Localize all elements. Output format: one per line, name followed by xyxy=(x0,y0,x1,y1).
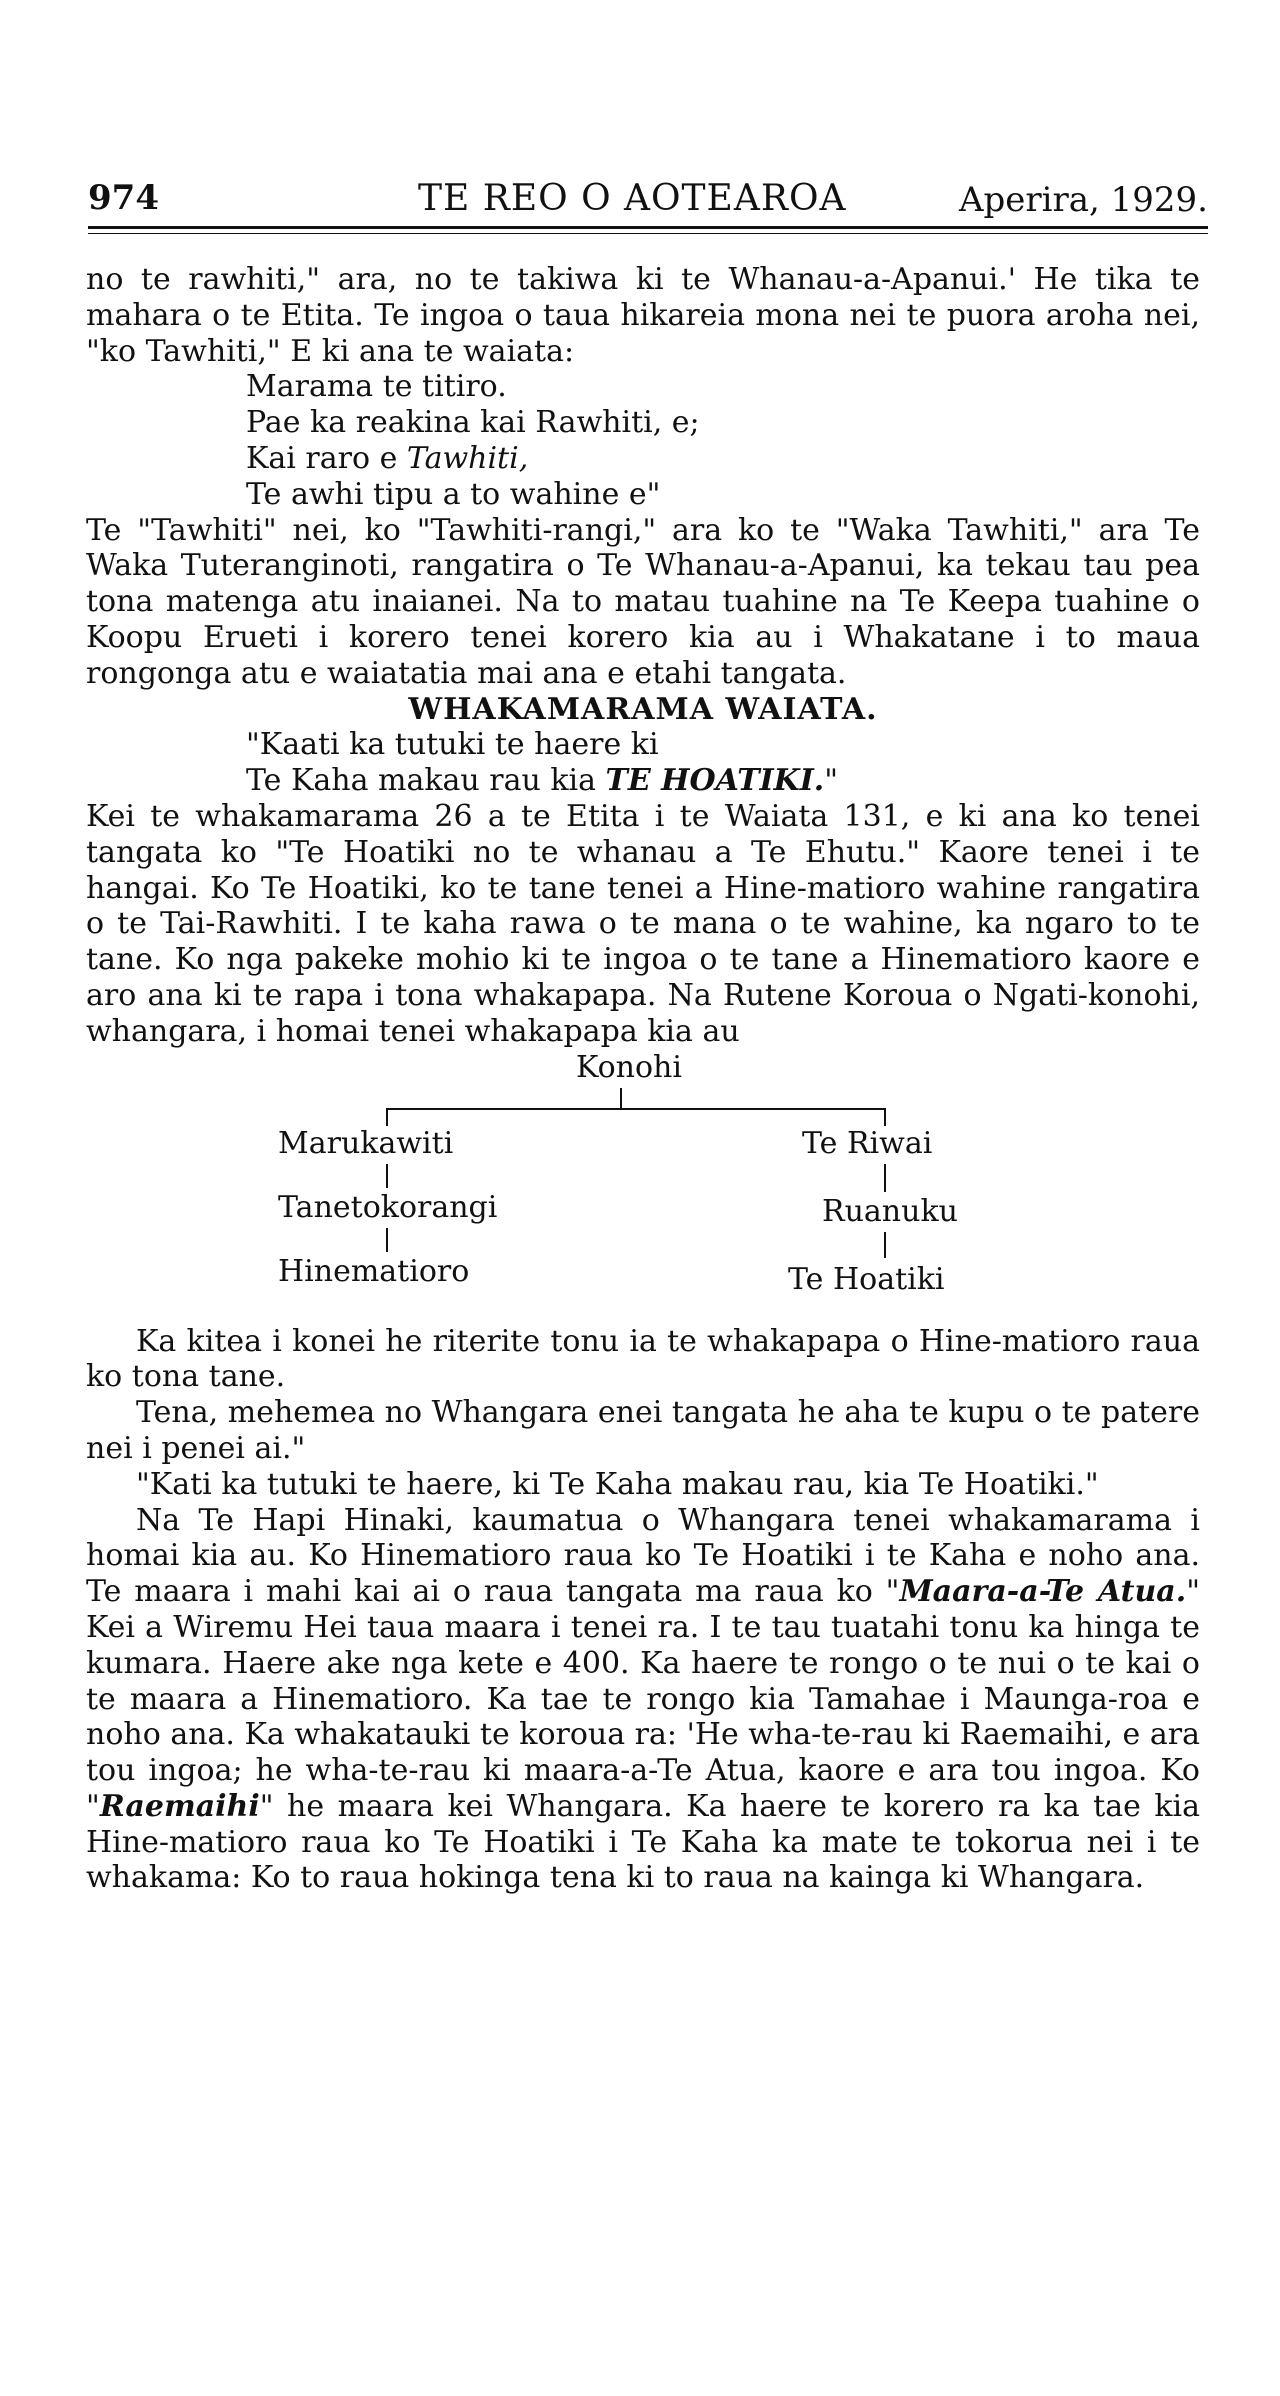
verse-line xyxy=(86,441,1200,477)
verse-text: Te Kaha makau rau kia xyxy=(246,763,606,799)
paragraph-text: Na Te Hapi Hinaki, kaumatua o Whangara tenei whakamarama i homai kia au. Ko Hinematioro raua ko Te Hoatiki i te Kaha e noho ana. Te maara i mahi kai ai o raua tangata ma raua ko " xyxy=(86,1502,1200,1610)
tree-connector xyxy=(620,1088,622,1108)
verse-line: Pae ka reakina kai Rawhiti, e; xyxy=(246,405,700,441)
genealogy-right-1: Te Riwai xyxy=(802,1125,933,1161)
paragraph-5: Tena, mehemea no Whangara enei tangata he aha te kupu o te patere nei i penei ai." xyxy=(86,1395,1200,1466)
genealogy-right-3: Te Hoatiki xyxy=(788,1261,945,1297)
tree-connector xyxy=(386,1164,388,1188)
italic-text: Maara-a-Te Atua. xyxy=(899,1574,1187,1610)
paragraph-4: Ka kitea i konei he riterite tonu ia te whakapapa o Hine-matioro raua ko tona tane. xyxy=(86,1323,1200,1395)
paragraph-3: Kei te whakamarama 26 a te Etita i te Waiata 131, e ki ana ko tenei tangata ko "Te Hoatiki no te whanau a Te Ehutu." Kaore tenei i te hangai. Ko Te Hoatiki, ko te tane tenei a Hine-matioro wahine rangatira o te Tai-Rawhiti. I te kaha rawa o te mana o te wahine, ka ngaro to te tane. Ko nga pakeke mohio ki te ingoa o te tane a Hinematioro kaore e aro ana ki te rapa i tona whakapapa. Na Rutene Koroua o Ngati-konohi, whangara, i homai tenei whakapapa kia au xyxy=(86,798,1200,1049)
journal-title: TE REO O AOTEAROA xyxy=(418,178,847,219)
verse-line xyxy=(86,763,1200,799)
tree-connector xyxy=(884,1108,886,1126)
genealogy-left-3: Hinematioro xyxy=(278,1253,470,1289)
verse-line: Marama te titiro. xyxy=(246,369,507,405)
verse-text: Kai raro e xyxy=(246,440,407,476)
issue-date: Aperira, 1929. xyxy=(958,180,1208,220)
paragraph-2: Te "Tawhiti" nei, ko "Tawhiti-rangi," ara ko te "Waka Tawhiti," ara Te Waka Tuteranginoti, rangatira o Te Whanau-a-Apanui, ka tekau tau pea tona matenga atu inaianei. Na to matau tuahine na Te Keepa tuahine o Koopu Erueti i korero tenei korero kia au i Whakatane i to maua rongonga atu e waiatatia mai ana e etahi tangata. xyxy=(86,512,1200,691)
genealogy-tree xyxy=(86,1050,1200,1324)
page-header xyxy=(88,178,1208,228)
section-heading: WHAKAMARAMA WAIATA. xyxy=(408,691,878,727)
verse-line: "Kaati ka tutuki te haere ki xyxy=(246,727,659,763)
genealogy-right-2: Ruanuku xyxy=(822,1193,958,1229)
tree-connector xyxy=(386,1108,388,1126)
header-rule-thin xyxy=(88,233,1208,234)
genealogy-left-1: Marukawiti xyxy=(278,1125,454,1161)
verse-line: Te awhi tipu a to wahine e" xyxy=(246,476,661,512)
paragraph-text: " he maara kei Whangara. Ka haere te korero ra ka tae kia Hine-matioro raua ko Te Hoatiki i Te Kaha ka mate te tokorua nei i te whakama: Ko to raua hokinga tena ki to raua na kainga ki Whangara. xyxy=(86,1788,1200,1896)
tree-connector xyxy=(386,1228,388,1252)
genealogy-left-2: Tanetokorangi xyxy=(278,1189,498,1225)
verse-italic-text: Tawhiti, xyxy=(406,440,529,476)
italic-text: Raemaihi xyxy=(99,1788,260,1824)
verse-italic-text: TE HOATIKI. xyxy=(605,763,825,799)
paragraph-text: " Kei a Wiremu Hei taua maara i tenei ra. I te tau tuatahi tonu ka hinga te kumara. Haere ake nga kete e 400. Ka haere te rongo o te nui o te kai o te maara a Hinematioro. Ka tae te rongo kia Tamahae i Maunga-roa e noho ana. Ka whakatauki te koroua ra: 'He wha-te-rau ki Raemaihi, e ara tou ingoa; he wha-te-rau ki maara-a-Te Atua, kaore e ara tou ingoa. Ko " xyxy=(86,1574,1200,1824)
paragraph-6: "Kati ka tutuki te haere, ki Te Kaha makau rau, kia Te Hoatiki." xyxy=(136,1466,1099,1502)
article-body xyxy=(86,262,1200,1896)
header-rule-thick xyxy=(88,226,1208,229)
genealogy-root: Konohi xyxy=(576,1049,682,1085)
tree-connector xyxy=(884,1164,886,1192)
tree-connector xyxy=(884,1232,886,1258)
tree-connector xyxy=(386,1108,886,1110)
paragraph-1: no te rawhiti," ara, no te takiwa ki te Whanau-a-Apanui.' He tika te mahara o te Etita. Te ingoa o taua hikareia mona nei te puora aroha nei, "ko Tawhiti," E ki ana te waiata: xyxy=(86,262,1200,369)
paragraph-7 xyxy=(86,1503,1200,1897)
verse-text: " xyxy=(824,763,839,799)
page-number: 974 xyxy=(88,178,159,218)
